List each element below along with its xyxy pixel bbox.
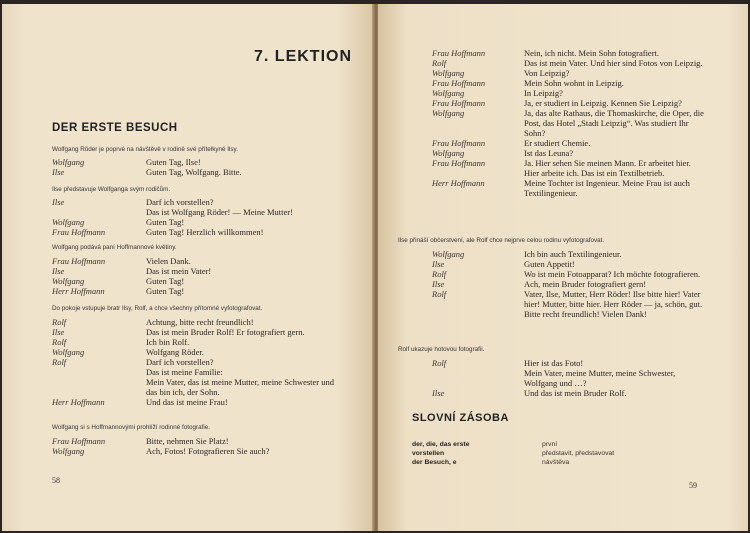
dialog-line [432, 388, 704, 398]
dialog-line [432, 178, 704, 198]
narration-line: Wolfgang podává paní Hoffmannové květiny. [52, 244, 177, 251]
dialog-line [52, 337, 342, 347]
dialog-line [432, 289, 704, 319]
speaker-name: Frau Hoffmann [432, 158, 486, 168]
dialog-text: Vielen Dank. [146, 256, 191, 266]
speaker-name: Wolfgang [432, 249, 465, 259]
dialog-line [52, 227, 342, 237]
dialog-text: Und das ist meine Frau! [146, 397, 228, 407]
dialog-text: Und das ist mein Bruder Rolf. [524, 388, 627, 398]
dialog-line [432, 368, 704, 388]
vocab-czech: návštěva [542, 459, 570, 466]
dialog-text: Achtung, bitte recht freundlich! [146, 317, 254, 327]
speaker-name: Rolf [52, 317, 67, 327]
dialog-line [52, 256, 342, 266]
vocab-entry [412, 449, 672, 458]
speaker-name: Herr Hoffmann [432, 178, 485, 188]
speaker-name [52, 207, 146, 217]
dialog-block [52, 197, 342, 237]
dialog-text: Ja, er studiert in Leipzig. Kennen Sie Leipzig? [524, 98, 682, 108]
dialog-line [52, 167, 342, 177]
speaker-name: Rolf [52, 337, 67, 347]
dialog-text: Ich bin auch Textilingenieur. [524, 249, 622, 259]
vocab-czech: první [542, 441, 558, 448]
speaker-name [52, 367, 146, 377]
vocab-list [412, 440, 672, 467]
dialog-line [432, 158, 704, 178]
dialog-line [52, 347, 342, 357]
vocab-entry [412, 458, 672, 467]
dialog-block [432, 358, 704, 398]
dialog-line [52, 207, 342, 217]
dialog-text: Mein Vater, das ist meine Mutter, meine Schwester und das bin ich, der Sohn. [146, 377, 335, 397]
dialog-line [432, 58, 704, 68]
speaker-name: Wolfgang [432, 108, 465, 118]
speaker-name: Wolfgang [52, 217, 85, 227]
speaker-name: Ilse [52, 327, 65, 337]
dialog-text: Das ist mein Vater. Und hier sind Fotos von Leipzig. [524, 58, 703, 68]
dialog-line [52, 217, 342, 227]
speaker-name: Rolf [432, 58, 447, 68]
dialog-line [52, 357, 342, 367]
vocab-title: SLOVNÍ ZÁSOBA [412, 412, 509, 424]
dialog-line [52, 436, 342, 446]
dialog-block [52, 157, 342, 177]
dialog-text: Guten Tag! [146, 276, 185, 286]
page-number: 58 [52, 476, 60, 485]
speaker-name [432, 368, 524, 388]
speaker-name: Frau Hoffmann [432, 98, 486, 108]
vocab-german: der, die, das erste [412, 441, 470, 448]
speaker-name: Frau Hoffmann [52, 227, 106, 237]
dialog-line [52, 397, 342, 407]
narration-line: Ilse představuje Wolfganga svým rodičům. [52, 186, 171, 193]
dialog-text: Hier ist das Foto! [524, 358, 584, 368]
speaker-name: Wolfgang [432, 88, 465, 98]
narration-line: Rolf ukazuje hotovou fotografii. [398, 346, 485, 353]
right-page [378, 4, 748, 531]
dialog-line [432, 108, 704, 138]
speaker-name: Rolf [52, 357, 67, 367]
dialog-line [432, 88, 704, 98]
dialog-line [432, 279, 704, 289]
dialog-line [432, 98, 704, 108]
narration-line: Ilse přináší občerstvení, ale Rolf chce nejprve celou rodinu vyfotografovat. [398, 237, 605, 244]
dialog-text: Wolfgang Röder. [146, 347, 204, 357]
speaker-name: Frau Hoffmann [432, 48, 486, 58]
dialog-text: Vater, Ilse, Mutter, Herr Röder! Ilse bitte hier! Vater hier! Mutter, bitte hier. Herr Röder — ja, schön, gut. Bitte recht freundlich! Vielen Dank! [524, 289, 703, 319]
dialog-block [432, 48, 704, 198]
dialog-block [52, 436, 342, 456]
dialog-text: Das ist mein Bruder Rolf! Er fotografiert gern. [146, 327, 305, 337]
speaker-name: Ilse [432, 388, 445, 398]
dialog-text: Das ist mein Vater! [146, 266, 212, 276]
dialog-line [52, 197, 342, 207]
dialog-block [432, 249, 704, 319]
speaker-name: Ilse [52, 167, 65, 177]
dialog-text: Darf ich vorstellen? [146, 357, 214, 367]
dialog-text: Ach, mein Bruder fotografiert gern! [524, 279, 647, 289]
dialog-text: Nein, ich nicht. Mein Sohn fotografiert. [524, 48, 660, 58]
speaker-name: Herr Hoffmann [52, 397, 105, 407]
open-book [2, 4, 748, 531]
dialog-line [52, 446, 342, 456]
dialog-text: Guten Tag! Herzlich willkommen! [146, 227, 264, 237]
narration-line: Wolfgang Röder je poprvé na návštěvě v rodině své přítelkyně Ilsy. [52, 146, 238, 153]
dialog-text: Ist das Leuna? [524, 148, 574, 158]
dialog-text: Das ist meine Familie: [146, 367, 223, 377]
dialog-line [52, 276, 342, 286]
lesson-title: 7. LEKTION [254, 48, 353, 65]
speaker-name: Ilse [52, 197, 65, 207]
dialog-text: Ich bin Rolf. [146, 337, 190, 347]
vocab-german: vorstellen [412, 450, 445, 457]
dialog-line [52, 286, 342, 296]
dialog-line [52, 377, 342, 397]
dialog-block [52, 317, 342, 407]
dialog-line [52, 157, 342, 167]
narration-line: Do pokoje vstupuje bratr Ilsy, Rolf, a chce všechny přítomné vyfotografovat. [52, 305, 263, 312]
dialog-line [432, 249, 704, 259]
vocab-entry [412, 440, 672, 449]
dialog-text: Guten Tag, Wolfgang. Bitte. [146, 167, 242, 177]
dialog-line [52, 327, 342, 337]
dialog-line [52, 317, 342, 327]
dialog-text: Ja, das alte Rathaus, die Thomaskirche, die Oper, die Post, das Hotel „Stadt Leipzig“. Was studiert Ihr Sohn? [524, 108, 704, 138]
speaker-name [52, 377, 146, 397]
speaker-name: Wolfgang [52, 157, 85, 167]
dialog-line [432, 148, 704, 158]
section-title: DER ERSTE BESUCH [52, 122, 178, 134]
dialog-text: Ja. Hier sehen Sie meinen Mann. Er arbeitet hier. Hier arbeite ich. Das ist ein Textilbetrieb. [524, 158, 691, 178]
dialog-line [432, 68, 704, 78]
speaker-name: Wolfgang [52, 276, 85, 286]
dialog-line [432, 78, 704, 88]
dialog-text: Guten Tag, Ilse! [146, 157, 201, 167]
speaker-name: Frau Hoffmann [432, 78, 486, 88]
vocab-german: der Besuch, e [412, 459, 457, 466]
dialog-text: Ach, Fotos! Fotografieren Sie auch? [146, 446, 270, 456]
speaker-name: Frau Hoffmann [52, 256, 106, 266]
dialog-text: Er studiert Chemie. [524, 138, 591, 148]
page-number: 59 [689, 481, 697, 490]
speaker-name: Ilse [52, 266, 65, 276]
speaker-name: Rolf [432, 269, 447, 279]
speaker-name: Ilse [432, 259, 445, 269]
speaker-name: Rolf [432, 289, 447, 299]
dialog-text: Mein Sohn wohnt in Leipzig. [524, 78, 624, 88]
dialog-line [432, 138, 704, 148]
speaker-name: Rolf [432, 358, 447, 368]
dialog-text: Guten Tag! [146, 286, 185, 296]
dialog-line [52, 367, 342, 377]
dialog-text: Von Leipzig? [524, 68, 570, 78]
speaker-name: Wolfgang [432, 148, 465, 158]
dialog-line [432, 269, 704, 279]
speaker-name: Ilse [432, 279, 445, 289]
speaker-name: Frau Hoffmann [432, 138, 486, 148]
dialog-line [52, 266, 342, 276]
speaker-name: Wolfgang [52, 347, 85, 357]
dialog-text: Guten Appetit! [524, 259, 575, 269]
speaker-name: Frau Hoffmann [52, 436, 106, 446]
speaker-name: Wolfgang [52, 446, 85, 456]
dialog-text: Das ist Wolfgang Röder! — Meine Mutter! [146, 207, 293, 217]
dialog-line [432, 358, 704, 368]
dialog-line [432, 48, 704, 58]
dialog-block [52, 256, 342, 296]
left-page [2, 4, 374, 531]
dialog-text: In Leipzig? [524, 88, 563, 98]
dialog-text: Bitte, nehmen Sie Platz! [146, 436, 229, 446]
speaker-name: Herr Hoffmann [52, 286, 105, 296]
dialog-text: Mein Vater, meine Mutter, meine Schwester, Wolfgang und …? [524, 368, 676, 388]
dialog-text: Wo ist mein Fotoapparat? Ich möchte fotografieren. [524, 269, 701, 279]
speaker-name: Wolfgang [432, 68, 465, 78]
dialog-line [432, 259, 704, 269]
dialog-text: Darf ich vorstellen? [146, 197, 214, 207]
narration-line: Wolfgang si s Hoffmannovými prohlíží rodinné fotografie. [52, 424, 210, 431]
dialog-text: Guten Tag! [146, 217, 185, 227]
vocab-czech: představit, představovat [542, 450, 615, 457]
dialog-text: Meine Tochter ist Ingenieur. Meine Frau ist auch Textilingenieur. [524, 178, 690, 198]
